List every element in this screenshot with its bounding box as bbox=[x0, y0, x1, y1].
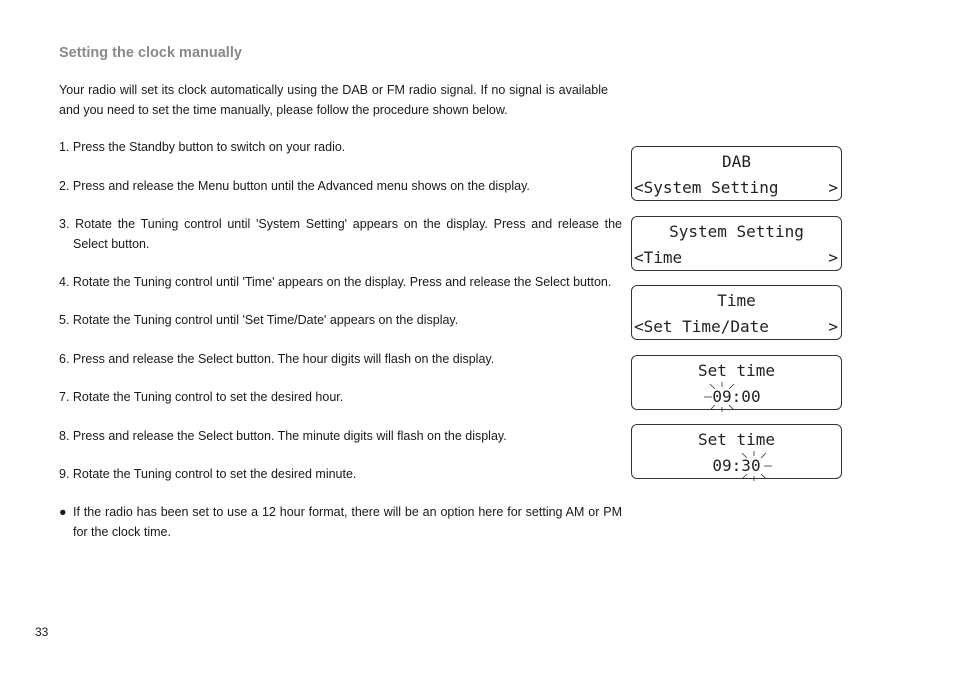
lcd-line-2: <Time bbox=[634, 248, 683, 267]
chevron-right-icon: > bbox=[828, 317, 838, 336]
lcd-display-set-minute bbox=[631, 424, 842, 479]
note-12-hour-format bbox=[59, 503, 622, 542]
chevron-right-icon: > bbox=[828, 178, 838, 197]
step-6: 6. Press and release the Select button. The hour digits will flash on the display. bbox=[59, 352, 495, 366]
lcd-line-1: System Setting bbox=[669, 222, 804, 241]
step-4: 4. Rotate the Tuning control until 'Time' appears on the display. Press and release the Select button. bbox=[59, 275, 612, 289]
step-7: 7. Rotate the Tuning control to set the desired hour. bbox=[59, 390, 344, 404]
step-8: 8. Press and release the Select button. The minute digits will flash on the display. bbox=[59, 429, 507, 443]
lcd-line-1: DAB bbox=[722, 152, 751, 171]
step-1: 1. Press the Standby button to switch on your radio. bbox=[59, 140, 346, 154]
lcd-display-dab bbox=[631, 146, 842, 201]
lcd-display-system-setting bbox=[631, 216, 842, 271]
lcd-line-2: 09:00 bbox=[712, 387, 761, 406]
lcd-line-1: Set time bbox=[697, 361, 776, 380]
lcd-line-1: Set time bbox=[697, 430, 776, 449]
bullet-icon: ● bbox=[59, 505, 67, 519]
lcd-display-time bbox=[631, 285, 842, 340]
lcd-line-1: Time bbox=[717, 291, 756, 310]
chevron-right-icon: > bbox=[828, 248, 838, 267]
step-9: 9. Rotate the Tuning control to set the desired minute. bbox=[59, 467, 357, 481]
step-2: 2. Press and release the Menu button until the Advanced menu shows on the display. bbox=[59, 179, 530, 193]
intro-paragraph: Your radio will set its clock automatically using the DAB or FM radio signal. If no signal is available and you need to set the time manually, please follow the procedure shown below. bbox=[59, 83, 608, 117]
lcd-display-set-hour bbox=[631, 355, 842, 410]
lcd-line-2: 09:30 bbox=[712, 456, 761, 475]
lcd-line-2: <System Setting bbox=[634, 178, 779, 197]
section-heading: Setting the clock manually bbox=[59, 45, 242, 61]
step-5: 5. Rotate the Tuning control until 'Set Time/Date' appears on the display. bbox=[59, 313, 459, 327]
step-3: 3. Rotate the Tuning control until 'System Setting' appears on the display. Press and release the Select button. bbox=[59, 217, 622, 251]
page-number: 33 bbox=[35, 625, 49, 639]
note-text: If the radio has been set to use a 12 hour format, there will be an option here for setting AM or PM for the clock time. bbox=[73, 505, 622, 539]
lcd-line-2: <Set Time/Date bbox=[634, 317, 769, 336]
